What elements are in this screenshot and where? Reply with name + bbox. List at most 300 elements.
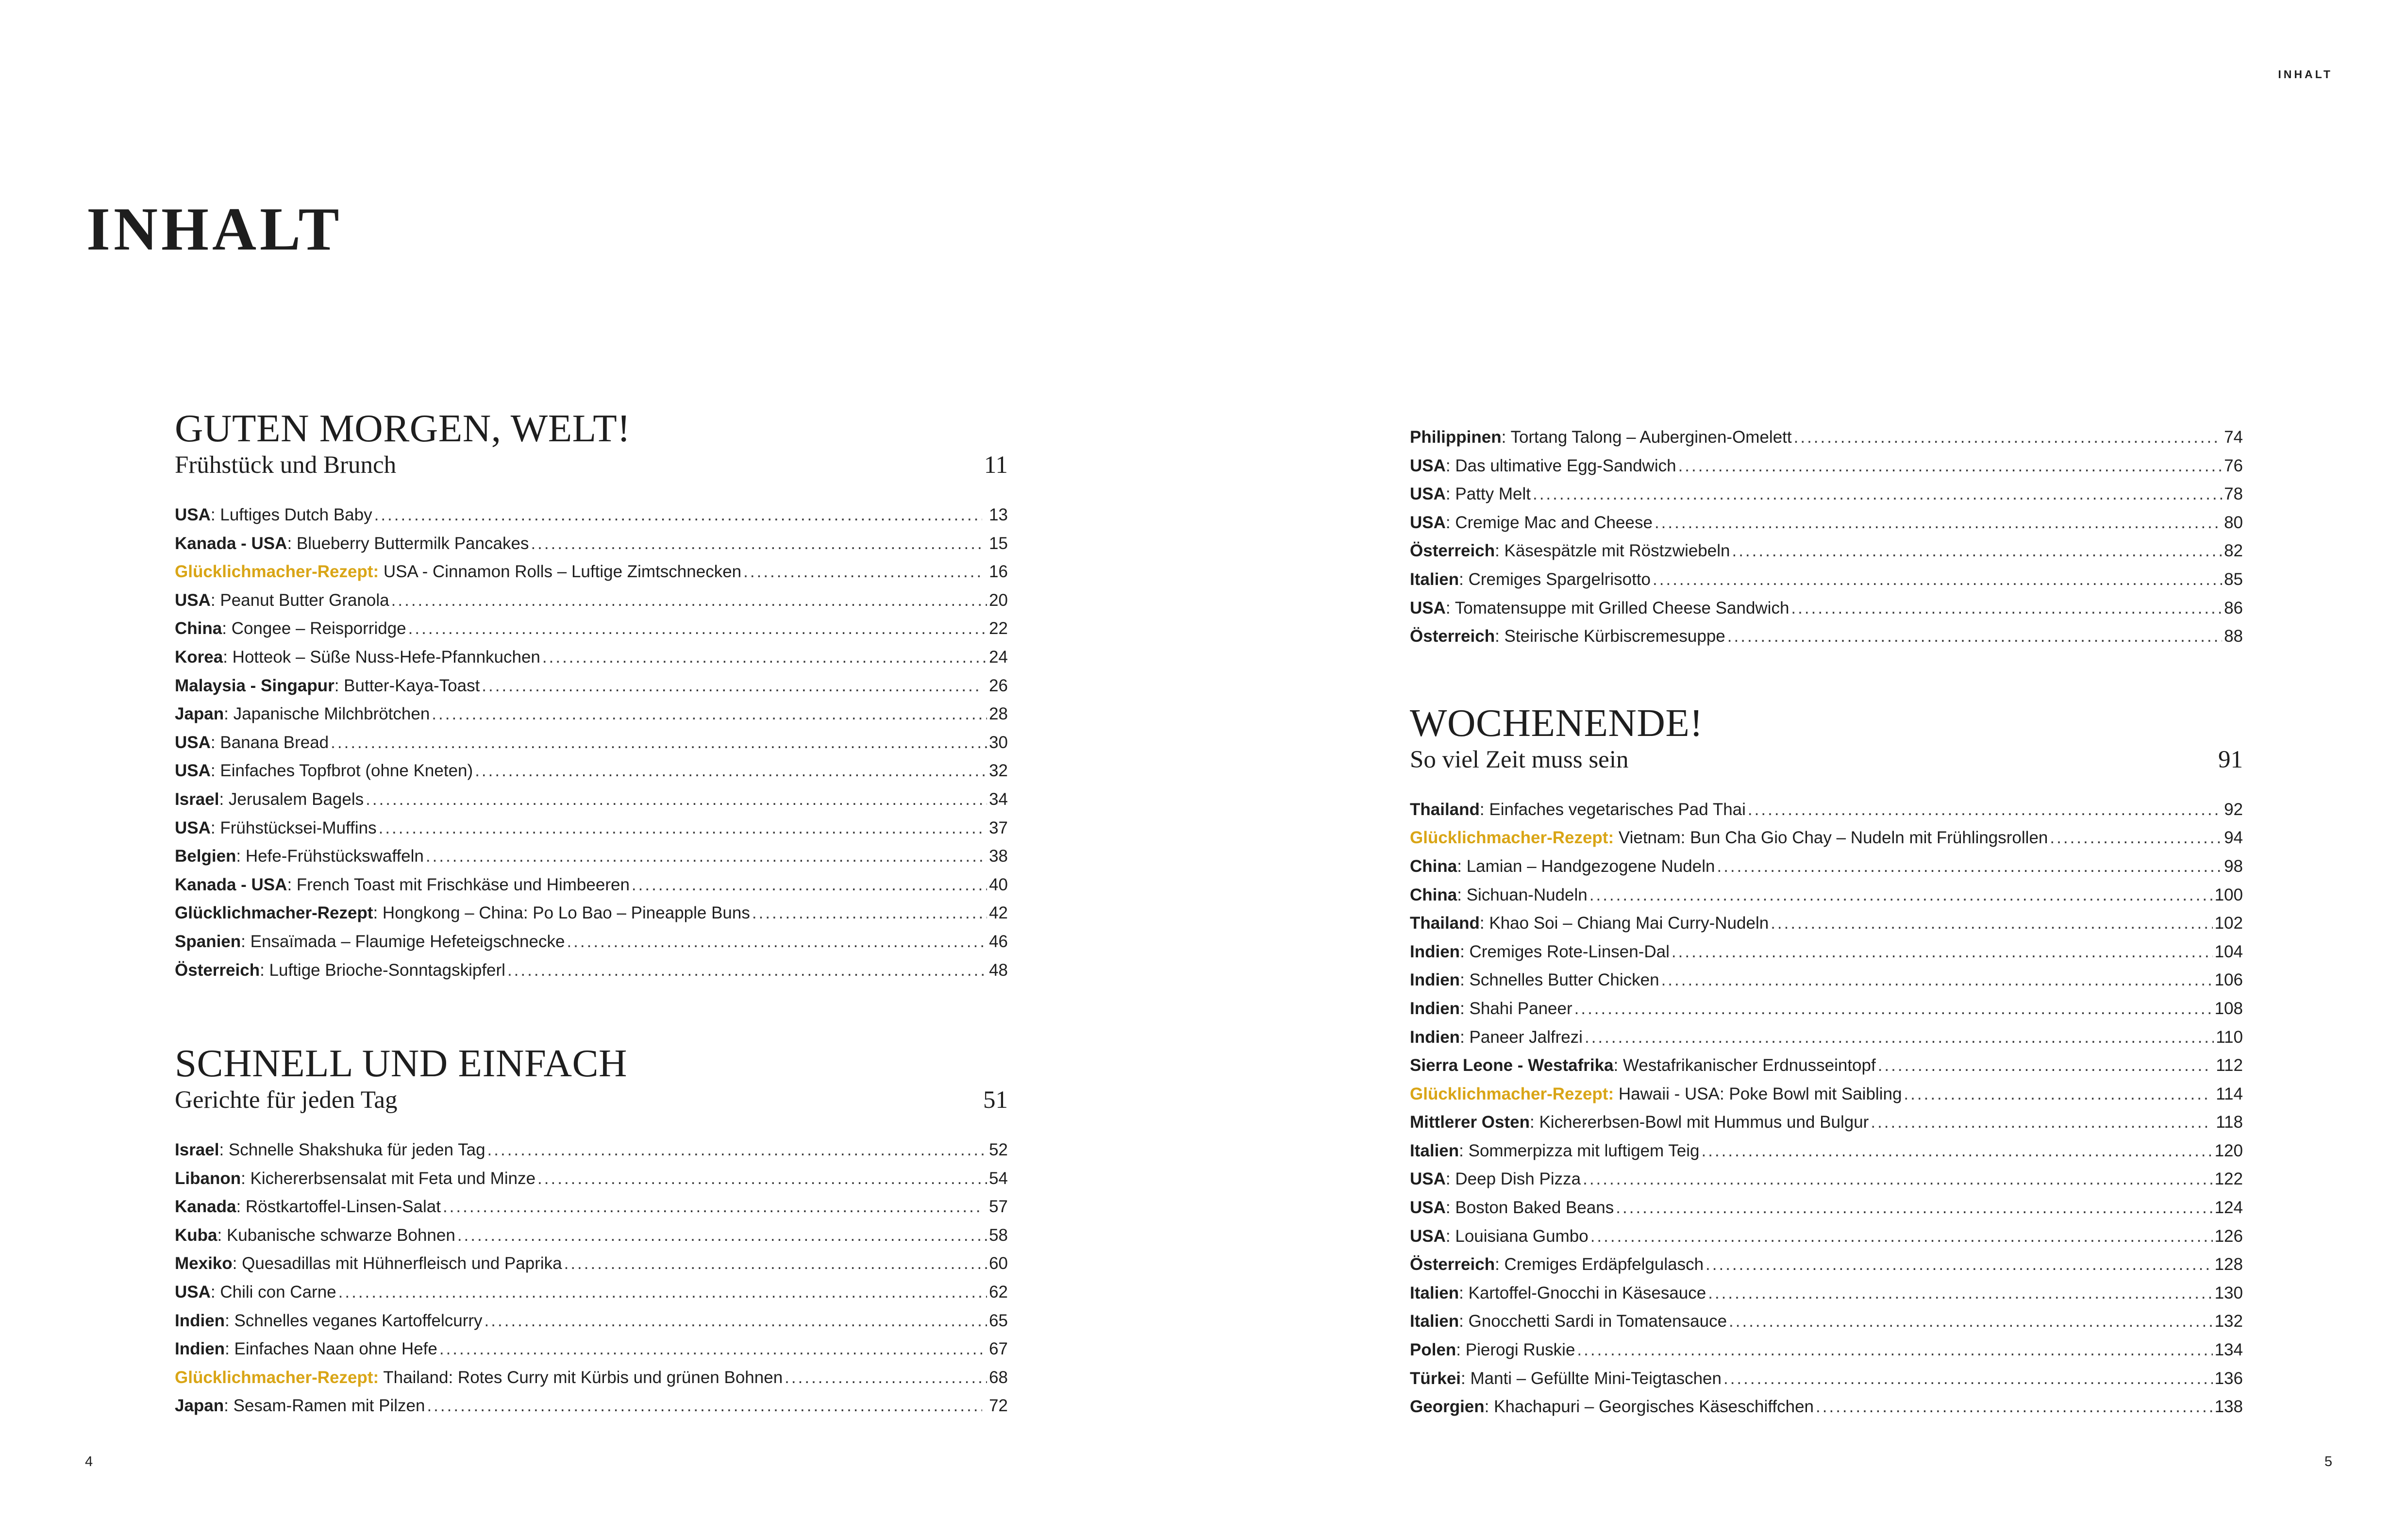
toc-entry-country: Thailand	[1410, 800, 1480, 819]
toc-entry-country: Libanon	[175, 1168, 241, 1188]
toc-entry-page-number: 94	[2224, 828, 2243, 848]
toc-entry-country: Indien	[1410, 942, 1460, 961]
toc-entry-label	[1410, 423, 1792, 452]
toc-entry[interactable]	[1410, 966, 2243, 995]
toc-entry[interactable]	[175, 501, 1008, 530]
toc-entry-separator: :	[1457, 885, 1467, 904]
toc-entry[interactable]	[1410, 1080, 2243, 1109]
toc-entry[interactable]	[1410, 852, 2243, 881]
section-subtitle-row	[175, 450, 1008, 481]
toc-entry-dish: Hawaii - USA: Poke Bowl mit Saibling	[1618, 1084, 1902, 1103]
toc-entry-separator: :	[260, 960, 269, 980]
toc-entry-dish: Shahi Paneer	[1469, 999, 1572, 1018]
toc-section-quick	[175, 1042, 1008, 1420]
toc-entry-label	[1410, 824, 2048, 852]
toc-entry-separator: :	[1459, 1283, 1469, 1302]
toc-entry-page-number: 52	[989, 1140, 1008, 1160]
toc-entry-country: USA	[1410, 456, 1446, 475]
toc-entry[interactable]	[1410, 1222, 2243, 1251]
toc-entry-label	[1410, 594, 1789, 623]
toc-entry-dish: Einfaches Naan ohne Hefe	[234, 1339, 437, 1359]
toc-entry-dish: Einfaches vegetarisches Pad Thai	[1489, 800, 1746, 819]
toc-entry[interactable]	[1410, 796, 2243, 824]
toc-entry-label	[1410, 1080, 1902, 1109]
toc-entry-page-number: 68	[989, 1368, 1008, 1387]
toc-entry-page-number: 82	[2224, 541, 2243, 561]
section-page-number[interactable]: 51	[983, 1086, 1008, 1114]
toc-entry-list	[175, 1136, 1008, 1420]
toc-entry-country: USA	[1410, 513, 1446, 532]
toc-entry-page-number: 67	[984, 1339, 1008, 1359]
toc-entry-country: Malaysia - Singapur	[175, 676, 334, 695]
dot-leader	[785, 1364, 987, 1392]
toc-entry-label	[175, 1278, 336, 1307]
dot-leader	[1616, 1194, 2212, 1222]
toc-entry-separator: :	[222, 619, 232, 638]
toc-entry-country: USA	[175, 590, 211, 610]
toc-entry-label	[1410, 1336, 1575, 1365]
toc-entry-country: China	[1410, 856, 1457, 876]
dot-leader	[1706, 1251, 2213, 1279]
toc-entry-country: USA	[1410, 1169, 1446, 1189]
highlight-recipe-tag: Glücklichmacher-Rezept:	[175, 1368, 379, 1387]
toc-entry-label	[1410, 796, 1746, 824]
toc-entry-separator: :	[1479, 914, 1489, 933]
toc-entry-page-number: 37	[984, 818, 1008, 837]
dot-leader	[1708, 1279, 2212, 1308]
toc-entry[interactable]	[175, 1165, 1008, 1193]
dot-leader	[457, 1221, 987, 1250]
toc-entry-list	[1410, 796, 2243, 1421]
toc-entry-label	[175, 899, 750, 928]
dot-leader	[1574, 995, 2213, 1023]
toc-entry-page-number: 15	[984, 534, 1008, 553]
toc-entry-label	[1410, 1108, 1869, 1137]
toc-entry-separator	[379, 562, 384, 581]
toc-section-weekend	[1410, 701, 2243, 1421]
toc-column-right	[1410, 423, 2243, 1421]
toc-entry-page-number: 76	[2224, 456, 2243, 475]
dot-leader	[408, 615, 987, 643]
toc-entry[interactable]	[175, 1221, 1008, 1250]
toc-entry-separator: :	[1445, 513, 1455, 532]
toc-entry[interactable]	[175, 1193, 1008, 1221]
section-page-number[interactable]: 91	[2218, 746, 2243, 773]
toc-entry[interactable]	[175, 757, 1008, 785]
toc-entry-dish: French Toast mit Frischkäse und Himbeeren	[296, 875, 630, 894]
dot-leader	[1748, 796, 2222, 824]
toc-entry-country: Mittlerer Osten	[1410, 1113, 1530, 1132]
toc-entry-separator: :	[1501, 428, 1511, 447]
toc-entry[interactable]	[1410, 480, 2243, 509]
toc-entry-separator: :	[1613, 1056, 1623, 1075]
toc-entry-label	[1410, 537, 1730, 566]
dot-leader	[1794, 423, 2218, 452]
toc-entry[interactable]	[1410, 566, 2243, 594]
toc-entry[interactable]	[1410, 509, 2243, 537]
toc-entry-page-number: 112	[2211, 1056, 2243, 1075]
toc-entry-separator: :	[287, 875, 297, 894]
toc-entry-country: Polen	[1410, 1340, 1456, 1360]
highlight-recipe-tag: Glücklichmacher-Rezept:	[1410, 1084, 1614, 1103]
toc-entry-page-number: 106	[2214, 970, 2243, 990]
toc-entry-dish: Jerusalem Bagels	[228, 789, 364, 809]
toc-entry-separator: :	[219, 1140, 229, 1160]
toc-entry-label	[1410, 995, 1572, 1023]
toc-entry[interactable]	[175, 814, 1008, 843]
toc-entry-dish: Röstkartoffel-Linsen-Salat	[245, 1197, 441, 1217]
toc-entry[interactable]	[175, 586, 1008, 615]
toc-entry-country: Indien	[1410, 1027, 1460, 1047]
toc-entry-separator: :	[1445, 598, 1455, 618]
toc-entry-country: USA	[1410, 484, 1446, 504]
toc-entry-dish: Sesam-Ramen mit Pilzen	[233, 1396, 425, 1416]
toc-entry-page-number: 22	[989, 619, 1008, 638]
toc-entry[interactable]	[175, 1307, 1008, 1335]
section-page-number[interactable]: 11	[984, 451, 1008, 479]
toc-entry-dish: Steirische Kürbiscremesuppe	[1504, 627, 1725, 646]
toc-entry-label	[175, 1335, 437, 1364]
toc-entry-page-number: 24	[989, 647, 1008, 667]
toc-entry-separator	[1614, 828, 1619, 847]
toc-entry-dish: Deep Dish Pizza	[1455, 1169, 1581, 1189]
section-subtitle-row	[1410, 744, 2243, 775]
toc-entry-label	[175, 956, 505, 985]
toc-entry-label	[1410, 1222, 1589, 1251]
dot-leader	[2050, 824, 2222, 852]
toc-entry-country: Indien	[1410, 999, 1460, 1018]
section-title: GUTEN MORGEN, WELT!	[175, 406, 631, 450]
toc-entry-separator: :	[1495, 541, 1505, 561]
section-subtitle: So viel Zeit muss sein	[1410, 746, 1629, 773]
toc-entry-label	[175, 785, 364, 814]
toc-entry-country: Italien	[1410, 1141, 1459, 1160]
toc-entry-dish: Pierogi Ruskie	[1465, 1340, 1575, 1360]
toc-entry[interactable]	[1410, 1365, 2243, 1393]
toc-entry-label	[1410, 1165, 1581, 1194]
toc-entry[interactable]	[1410, 1165, 2243, 1194]
dot-leader	[1729, 1307, 2213, 1336]
toc-entry-page-number: 108	[2214, 999, 2243, 1018]
toc-entry-separator: :	[232, 1254, 242, 1273]
dot-leader	[1653, 566, 2222, 594]
toc-entry-country: Philippinen	[1410, 428, 1502, 447]
dot-leader	[338, 1278, 987, 1307]
section-subtitle-row	[175, 1085, 1008, 1116]
toc-entry-page-number: 100	[2214, 885, 2243, 904]
toc-entry-label	[175, 1221, 455, 1250]
toc-entry-country: Kanada - USA	[175, 875, 287, 894]
toc-entry-label	[175, 842, 424, 871]
toc-entry-page-number: 122	[2214, 1169, 2243, 1189]
toc-entry-label	[175, 1165, 535, 1193]
toc-entry[interactable]	[175, 643, 1008, 672]
toc-entry[interactable]	[1410, 1393, 2243, 1421]
toc-entry[interactable]	[1410, 1023, 2243, 1052]
toc-entry-page-number: 85	[2224, 569, 2243, 589]
toc-entry-separator: :	[1445, 1169, 1455, 1189]
toc-entry[interactable]	[175, 871, 1008, 900]
right-page	[1204, 0, 2408, 1519]
toc-entry-dish: Cremiges Erdäpfelgulasch	[1504, 1255, 1704, 1274]
toc-entry-country: Spanien	[175, 932, 241, 951]
toc-entry[interactable]	[1410, 452, 2243, 481]
toc-entry-separator: :	[241, 1168, 251, 1188]
toc-entry-list	[175, 501, 1008, 985]
toc-entry[interactable]	[1410, 1108, 2243, 1137]
toc-entry-dish: Cremiges Spargelrisotto	[1468, 569, 1651, 589]
toc-entry-country: Indien	[1410, 970, 1460, 990]
toc-entry-page-number: 88	[2224, 627, 2243, 646]
toc-entry-country: China	[175, 619, 222, 638]
toc-entry[interactable]	[1410, 824, 2243, 852]
toc-entry[interactable]	[175, 558, 1008, 586]
toc-entry-page-number: 13	[984, 505, 1008, 524]
toc-entry-dish: Käsespätzle mit Röstzwiebeln	[1504, 541, 1730, 561]
toc-entry-country: Italien	[1410, 1312, 1459, 1331]
dot-leader	[1727, 622, 2222, 651]
toc-entry-label	[1410, 938, 1670, 967]
toc-entry-dish: Boston Baked Beans	[1455, 1198, 1614, 1218]
dot-leader	[1678, 452, 2222, 481]
toc-entry-label	[1410, 966, 1659, 995]
toc-entry[interactable]	[175, 928, 1008, 956]
toc-entry[interactable]	[1410, 995, 2243, 1023]
toc-entry-country: USA	[175, 733, 211, 752]
toc-entry-separator: :	[1495, 627, 1505, 646]
toc-entry-dish: Sommerpizza mit luftigem Teig	[1468, 1141, 1700, 1160]
toc-entry[interactable]	[175, 785, 1008, 814]
toc-entry-country: China	[1410, 885, 1457, 904]
toc-entry-page-number: 20	[989, 590, 1008, 610]
dot-leader	[475, 757, 987, 785]
toc-entry-dish: Peanut Butter Granola	[220, 590, 389, 610]
toc-entry-page-number: 132	[2214, 1312, 2243, 1331]
toc-entry-label	[1410, 509, 1653, 537]
toc-entry-country: Glücklichmacher-Rezept	[175, 903, 373, 923]
dot-leader	[1589, 881, 2213, 910]
toc-entry[interactable]	[1410, 938, 2243, 967]
dot-leader	[485, 1307, 987, 1335]
toc-entry-label	[1410, 881, 1588, 910]
toc-entry-country: Österreich	[1410, 1255, 1495, 1274]
toc-entry-label	[1410, 1052, 1876, 1080]
toc-entry-country: USA	[1410, 1198, 1446, 1218]
toc-entry-country: USA	[175, 818, 211, 837]
toc-entry-country: Österreich	[175, 960, 260, 980]
toc-entry-label	[1410, 452, 1676, 481]
dot-leader	[1533, 480, 2222, 509]
toc-entry[interactable]	[1410, 594, 2243, 623]
toc-entry[interactable]	[175, 842, 1008, 871]
toc-entry-country: USA	[1410, 598, 1446, 618]
toc-entry[interactable]	[1410, 1194, 2243, 1222]
toc-entry-country: Österreich	[1410, 541, 1495, 561]
dot-leader	[1771, 909, 2212, 938]
toc-entry-label	[1410, 1279, 1706, 1308]
toc-entry-label	[1410, 566, 1651, 594]
toc-entry-page-number: 28	[989, 704, 1008, 724]
toc-entry[interactable]	[175, 1250, 1008, 1278]
toc-entry-page-number: 74	[2219, 428, 2243, 447]
toc-entry[interactable]	[175, 956, 1008, 985]
toc-entry-dish: Einfaches Topfbrot (ohne Kneten)	[220, 761, 473, 781]
toc-entry-label	[175, 928, 565, 956]
toc-entry-label	[175, 871, 630, 900]
toc-entry-page-number: 120	[2214, 1141, 2243, 1160]
toc-entry-country: USA	[175, 505, 211, 524]
toc-entry[interactable]	[175, 729, 1008, 757]
dot-leader	[1583, 1165, 2213, 1194]
toc-entry-dish: Paneer Jalfrezi	[1469, 1027, 1583, 1047]
toc-entry[interactable]	[175, 615, 1008, 643]
toc-entry[interactable]	[175, 672, 1008, 701]
toc-entry-country: Kuba	[175, 1225, 217, 1245]
toc-entry-page-number: 78	[2224, 484, 2243, 504]
toc-entry-separator: :	[210, 818, 220, 837]
toc-entry[interactable]	[175, 530, 1008, 558]
toc-entry-page-number: 62	[989, 1283, 1008, 1302]
toc-entry-country: Belgien	[175, 847, 236, 866]
toc-entry[interactable]	[1410, 909, 2243, 938]
toc-entry-dish: Khao Soi – Chiang Mai Curry-Nudeln	[1489, 914, 1769, 933]
toc-entry-dish: Luftige Brioche-Sonntagskipferl	[269, 960, 505, 980]
toc-entry[interactable]	[1410, 1251, 2243, 1279]
toc-entry[interactable]	[175, 1278, 1008, 1307]
toc-entry-page-number: 60	[989, 1254, 1008, 1273]
dot-leader	[487, 1136, 987, 1165]
toc-entry[interactable]	[1410, 1052, 2243, 1080]
toc-entry-page-number: 32	[989, 761, 1008, 781]
toc-entry[interactable]	[1410, 1336, 2243, 1365]
toc-entry-separator: :	[1457, 856, 1467, 876]
dot-leader	[379, 814, 983, 843]
toc-entry-separator: :	[1445, 484, 1455, 504]
toc-entry-separator: :	[1460, 942, 1470, 961]
toc-entry-page-number: 46	[989, 932, 1008, 951]
toc-entry-page-number: 114	[2211, 1084, 2243, 1103]
toc-entry-label	[1410, 1393, 1814, 1421]
toc-entry[interactable]	[1410, 1307, 2243, 1336]
toc-entry-separator: :	[210, 1283, 220, 1302]
dot-leader	[1723, 1365, 2213, 1393]
toc-entry-dish: Khachapuri – Georgisches Käseschiffchen	[1494, 1397, 1814, 1417]
dot-leader	[743, 558, 982, 586]
toc-entry-separator: :	[1456, 1340, 1466, 1360]
section-subtitle: Gerichte für jeden Tag	[175, 1086, 398, 1114]
toc-entry-page-number: 130	[2214, 1283, 2243, 1302]
toc-entry-label	[175, 586, 389, 615]
dot-leader	[1655, 509, 2222, 537]
toc-entry-country: USA	[1410, 1226, 1446, 1246]
toc-entry[interactable]	[175, 1364, 1008, 1392]
toc-entry-page-number: 86	[2224, 598, 2243, 618]
toc-entry-separator: :	[210, 590, 220, 610]
toc-entry-dish: Lamian – Handgezogene Nudeln	[1466, 856, 1715, 876]
toc-entry-dish: Butter-Kaya-Toast	[344, 676, 480, 695]
toc-entry[interactable]	[1410, 423, 2243, 452]
dot-leader	[1816, 1393, 2213, 1421]
toc-entry-dish: Patty Melt	[1455, 484, 1531, 504]
highlight-recipe-tag: Glücklichmacher-Rezept:	[175, 562, 379, 582]
toc-entry-country: Georgien	[1410, 1397, 1485, 1417]
toc-entry[interactable]	[175, 1335, 1008, 1364]
toc-entry-label	[175, 643, 540, 672]
toc-entry-label	[175, 1392, 425, 1420]
toc-entry-separator: :	[236, 1197, 246, 1217]
toc-entry-separator: :	[224, 1396, 234, 1416]
toc-entry-label	[1410, 622, 1725, 651]
toc-entry[interactable]	[1410, 881, 2243, 910]
toc-entry-separator: :	[373, 903, 383, 923]
toc-entry-page-number: 138	[2214, 1397, 2243, 1417]
toc-entry-dish: Kichererbsensalat mit Feta und Minze	[250, 1168, 536, 1188]
toc-entry-page-number: 104	[2214, 942, 2243, 961]
toc-entry-label	[175, 1307, 483, 1335]
toc-entry-page-number: 80	[2224, 513, 2243, 532]
toc-entry-page-number: 98	[2224, 856, 2243, 876]
toc-entry-dish: Manti – Gefüllte Mini-Teigtaschen	[1470, 1369, 1722, 1388]
toc-entry-dish: Chili con Carne	[220, 1283, 336, 1302]
dot-leader	[1904, 1080, 2209, 1109]
toc-entry-label	[1410, 1023, 1583, 1052]
dot-leader	[1661, 966, 2213, 995]
toc-entry-label	[1410, 909, 1769, 938]
toc-entry-separator: :	[210, 761, 220, 781]
toc-entry-page-number: 34	[989, 789, 1008, 809]
toc-entry-country: Sierra Leone - Westafrika	[1410, 1056, 1614, 1075]
toc-entry-dish: Schnelles veganes Kartoffelcurry	[234, 1311, 483, 1330]
toc-entry-label	[175, 501, 372, 530]
dot-leader	[439, 1335, 982, 1364]
toc-entry[interactable]	[175, 1392, 1008, 1420]
toc-entry-label	[175, 729, 329, 757]
toc-entry-dish: Kubanische schwarze Bohnen	[226, 1225, 455, 1245]
toc-entry-country: USA	[175, 761, 211, 781]
toc-entry-dish: Hotteok – Süße Nuss-Hefe-Pfannkuchen	[232, 647, 540, 667]
toc-entry-dish: Blueberry Buttermilk Pancakes	[296, 534, 529, 553]
toc-entry-separator: :	[1459, 1312, 1469, 1331]
toc-entry-label	[175, 700, 430, 729]
toc-entry[interactable]	[175, 899, 1008, 928]
toc-entry-dish: Ensaïmada – Flaumige Hefeteigschnecke	[250, 932, 565, 951]
toc-entry-page-number: 102	[2214, 914, 2243, 933]
toc-entry-separator: :	[1460, 999, 1470, 1018]
toc-entry-separator: :	[1479, 800, 1489, 819]
toc-entry-country: Indien	[175, 1311, 225, 1330]
toc-entry[interactable]	[1410, 1137, 2243, 1166]
toc-entry-dish: Tortang Talong – Auberginen-Omelett	[1510, 428, 1792, 447]
toc-entry-dish: Westafrikanischer Erdnusseintopf	[1622, 1056, 1876, 1075]
toc-entry-separator: :	[225, 1311, 234, 1330]
toc-entry-page-number: 92	[2224, 800, 2243, 819]
toc-entry-country: Thailand	[1410, 914, 1480, 933]
toc-entry[interactable]	[1410, 1279, 2243, 1308]
toc-entry-dish: Cremige Mac and Cheese	[1455, 513, 1653, 532]
toc-entry[interactable]	[1410, 537, 2243, 566]
dot-leader	[432, 700, 987, 729]
toc-entry[interactable]	[175, 1136, 1008, 1165]
toc-entry-separator	[1614, 1085, 1619, 1103]
dot-leader	[427, 1392, 982, 1420]
toc-entry[interactable]	[1410, 622, 2243, 651]
toc-entry-page-number: 65	[989, 1311, 1008, 1330]
toc-entry-page-number: 124	[2214, 1198, 2243, 1218]
toc-entry[interactable]	[175, 700, 1008, 729]
toc-entry-dish: Das ultimative Egg-Sandwich	[1455, 456, 1676, 475]
dot-leader	[1590, 1222, 2213, 1251]
toc-entry-page-number: 16	[984, 562, 1008, 582]
